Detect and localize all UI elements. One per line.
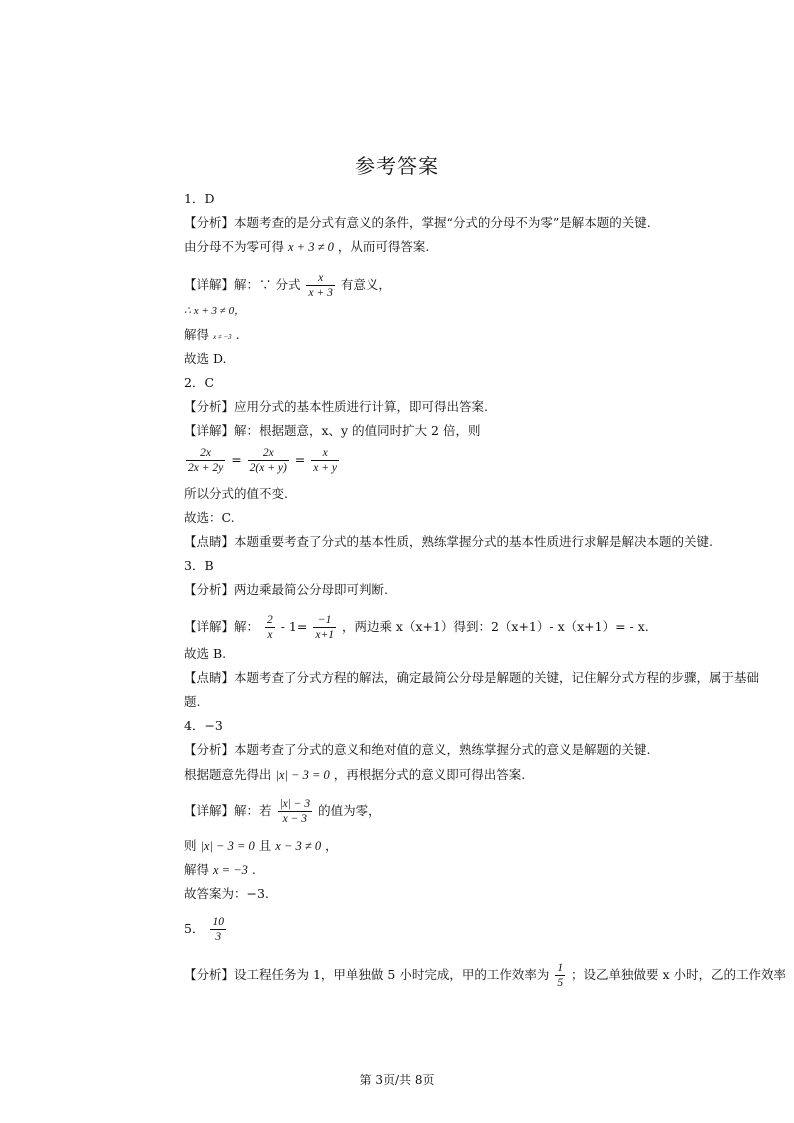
q1-fraction-num: x xyxy=(306,271,334,286)
q4-solve-text-b: . xyxy=(251,862,256,877)
q1-choose: 故选 D. xyxy=(184,351,227,366)
q4-head: 4．−3 xyxy=(184,718,223,733)
q3-detail-text-b: ，两边乘 x（x+1）得到：2（x+1）- x（x+1）= - x. xyxy=(341,619,649,634)
q2-fraction-3-num: x xyxy=(311,446,339,461)
q2-fraction-3-den: x + y xyxy=(313,462,337,474)
q3-detail xyxy=(184,613,649,642)
q1-detail-text-b: 有意义， xyxy=(340,277,391,292)
q1-head: 1．D xyxy=(184,191,215,206)
q3-detail-mid: - 1= xyxy=(280,619,308,634)
page-title: 参考答案 xyxy=(355,154,439,178)
q1-analysis-line2 xyxy=(184,239,429,255)
q1-detail-text-a: 【详解】解：∵ 分式 xyxy=(184,277,301,292)
q2-conclusion: 所以分式的值不变. xyxy=(184,486,288,501)
q4-then-text-b: ， xyxy=(325,838,338,853)
q1-analysis-text-b: ，从而可得答案. xyxy=(337,239,430,254)
q5-head xyxy=(184,915,228,944)
q2-fraction-1-num: 2x xyxy=(186,446,225,461)
q3-review-line1: 【点睛】本题考查了分式方程的解法，确定最简公分母是解题的关键，记住解分式方程的步骤，属于基础 xyxy=(184,670,760,685)
q1-solve xyxy=(184,327,240,345)
q5-answer-num: 10 xyxy=(212,916,224,928)
q2-equals-2: = xyxy=(294,452,306,467)
q2-fraction-1 xyxy=(186,446,225,475)
q3-detail-text-a: 【详解】解： xyxy=(184,619,260,634)
q2-fraction-1-den: 2x + 2y xyxy=(188,462,224,474)
q4-fraction xyxy=(278,797,313,826)
q5-efficiency-num: 1 xyxy=(557,962,564,974)
q5-efficiency-fraction xyxy=(555,961,565,990)
q2-detail: 【详解】解：根据题意，x、y 的值同时扩大 2 倍，则 xyxy=(184,423,481,438)
q3-fraction-1-num: 2 xyxy=(267,614,273,626)
q3-analysis: 【分析】两边乘最简公分母即可判断. xyxy=(184,582,388,597)
q2-equation xyxy=(184,446,341,475)
q4-then-text-a: 则 xyxy=(184,838,197,853)
q1-solve-text-a: 解得 xyxy=(184,327,210,342)
q4-then xyxy=(184,838,338,854)
q4-then-mid: 且 xyxy=(258,838,272,853)
q5-answer-den: 3 xyxy=(215,931,222,943)
q4-solve xyxy=(184,862,256,878)
q4-analysis-line2 xyxy=(184,767,525,783)
q2-review: 【点睛】本题重要考查了分式的基本性质，熟练掌握分式的基本性质进行求解是解决本题的关键. xyxy=(184,534,713,549)
q3-review-line2: 题. xyxy=(184,694,201,709)
q3-choose: 故选 B. xyxy=(184,646,227,661)
q4-solve-text-a: 解得 xyxy=(184,862,210,877)
q4-detail-text-b: 的值为零， xyxy=(318,803,381,818)
q3-fraction-1-den: x xyxy=(267,629,273,641)
q4-then-expr-2: x − 3 ≠ 0 xyxy=(275,839,322,853)
q3-fraction-2 xyxy=(313,613,336,642)
q1-analysis-expr: x + 3 ≠ 0 xyxy=(288,240,334,254)
q4-fraction-den: x − 3 xyxy=(282,813,308,825)
q2-fraction-2-num: 2x xyxy=(248,446,289,461)
q4-detail-text-a: 【详解】解：若 xyxy=(184,803,272,818)
q5-analysis-text-b: ；设乙单独做要 x 小时，乙的工作效率 xyxy=(571,967,787,982)
q5-efficiency-den: 5 xyxy=(557,977,564,989)
q1-fraction-den: x + 3 xyxy=(308,287,333,299)
q2-fraction-2-den: 2(x + y) xyxy=(249,462,287,474)
q1-solve-text-b: . xyxy=(235,327,240,342)
q1-solve-expr: x ≠ −3 xyxy=(213,333,232,341)
q5-head-label: 5． xyxy=(184,921,205,936)
q4-analysis-text-a: 根据题意先得出 xyxy=(184,767,272,782)
q2-head: 2．C xyxy=(184,375,215,390)
q2-analysis: 【分析】应用分式的基本性质进行计算，即可得出答案. xyxy=(184,399,488,414)
q1-analysis-text-a: 由分母不为零可得 xyxy=(184,239,285,254)
q5-analysis xyxy=(184,961,786,990)
q3-fraction-2-num: −1 xyxy=(313,613,336,628)
q4-then-expr-1: |x| − 3 = 0 xyxy=(200,839,255,853)
q1-detail xyxy=(184,271,391,300)
q4-analysis-expr: |x| − 3 = 0 xyxy=(275,768,330,782)
page-footer: 第 3页/共 8页 xyxy=(359,1073,435,1087)
q1-fraction xyxy=(306,271,334,300)
q5-analysis-text-a: 【分析】设工程任务为 1，甲单独做 5 小时完成，甲的工作效率为 xyxy=(184,967,550,982)
q1-analysis: 【分析】本题考查的是分式有意义的条件，掌握“分式的分母不为零”是解本题的关键. xyxy=(184,215,651,230)
q3-head: 3．B xyxy=(184,558,214,573)
q4-analysis-text-b: ，再根据分式的意义即可得出答案. xyxy=(333,767,526,782)
q5-answer-fraction xyxy=(210,915,226,944)
q2-equals-1: = xyxy=(231,452,242,467)
q2-choose: 故选：C. xyxy=(184,510,235,525)
q1-therefore: ∴ x + 3 ≠ 0， xyxy=(184,305,246,317)
q2-fraction-2 xyxy=(248,446,289,475)
q4-solve-expr: x = −3 xyxy=(213,863,248,877)
q4-detail xyxy=(184,797,381,826)
q3-fraction-2-den: x+1 xyxy=(315,629,334,641)
q3-fraction-1 xyxy=(265,613,275,642)
q4-fraction-num: |x| − 3 xyxy=(279,798,311,810)
q4-analysis: 【分析】本题考查了分式的意义和绝对值的意义，熟练掌握分式的意义是解题的关键. xyxy=(184,742,651,757)
q4-answer: 故答案为：−3. xyxy=(184,886,269,901)
q2-fraction-3 xyxy=(311,446,339,475)
